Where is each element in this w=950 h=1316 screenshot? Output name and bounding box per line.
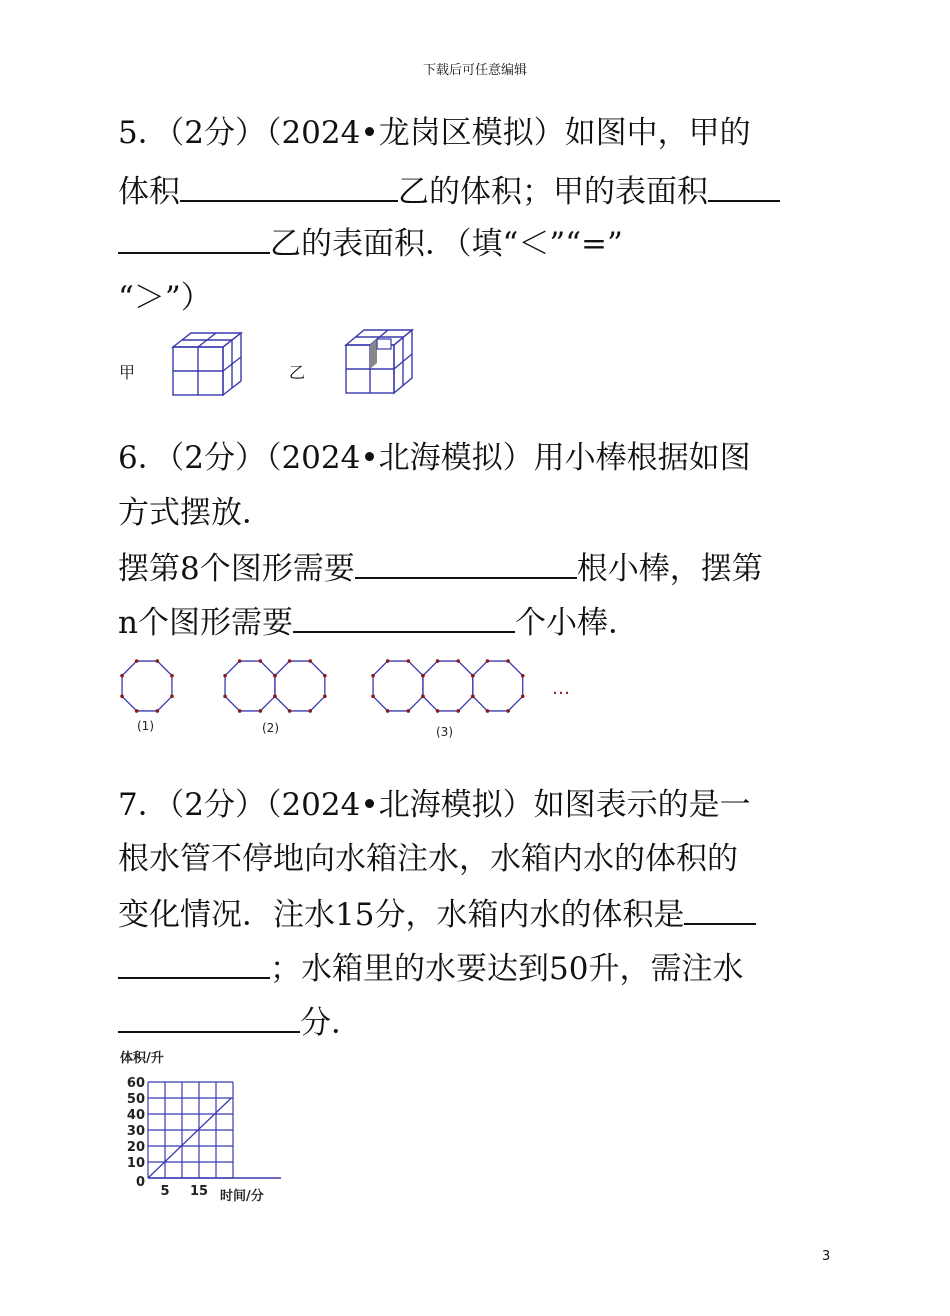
octagon-vertex-dot	[456, 659, 460, 663]
q6-line-2: 方式摆放．	[118, 495, 273, 531]
octagon-vertex-dot	[259, 659, 263, 663]
octagon-vertex-dot	[471, 674, 475, 678]
octagon-vertex-dot	[407, 709, 411, 713]
chart-y-tick-label: 30	[126, 1124, 145, 1139]
octagon-vertex-dot	[170, 695, 174, 699]
label-jia: 甲	[119, 363, 136, 382]
q7-line-2: 根水管不停地向水箱注水，水箱内水的体积的	[118, 841, 738, 877]
q6-blank-nth[interactable]	[293, 603, 515, 633]
octagon-vertex-dot	[273, 674, 277, 678]
cube-yi-figure	[343, 326, 415, 396]
octagon-vertex-dot	[506, 709, 510, 713]
octagon-vertex-dot	[308, 659, 312, 663]
octagon-ellipsis: …	[552, 678, 570, 699]
q7-line-1: 7．（2分）（2024•北海模拟）如图表示的是一	[118, 787, 751, 823]
chart-y-tick-label: 0	[135, 1175, 145, 1190]
octagon-vertex-dot	[170, 674, 174, 678]
q7-line-4	[118, 949, 743, 988]
q5-blank-surface-part2[interactable]	[118, 224, 270, 254]
chart-x-tick-label: 5	[160, 1184, 170, 1199]
octagon-vertex-dot	[323, 674, 327, 678]
volume-time-chart	[118, 1048, 288, 1208]
octagon-vertex-dot	[521, 695, 525, 699]
octagon-vertex-dot	[120, 674, 124, 678]
q7-blank-minutes[interactable]	[118, 1003, 300, 1033]
q5-blank-volume[interactable]	[180, 172, 398, 202]
octagon-shape	[373, 661, 423, 711]
chart-y-tick-label: 40	[126, 1108, 145, 1123]
octagon-vertex-dot	[273, 695, 277, 699]
page-header: 下载后可任意编辑	[422, 63, 527, 78]
q6-line-4	[118, 603, 639, 642]
octagon-vertex-dot	[486, 709, 490, 713]
octagon-vertex-dot	[238, 709, 242, 713]
q5-line-1: 5．（2分）（2024•龙岗区模拟）如图中，甲的	[118, 115, 751, 151]
octagon-vertex-dot	[135, 659, 139, 663]
q7-blank-volume-part2[interactable]	[118, 949, 270, 979]
octagon-shape	[275, 661, 325, 711]
q7-line-3	[118, 895, 756, 934]
octagon-vertex-dot	[371, 674, 375, 678]
chart-y-tick-label: 20	[126, 1140, 145, 1155]
octagon-vertex-dot	[521, 674, 525, 678]
octagon-shape	[473, 661, 523, 711]
chart-y-tick-label: 60	[126, 1076, 145, 1091]
octagon-vertex-dot	[436, 659, 440, 663]
q5-text-volume: 体积	[118, 174, 180, 210]
chart-xlabel: 时间/分	[220, 1189, 264, 1204]
octagon-vertex-dot	[259, 709, 263, 713]
q7-blank-volume-part1[interactable]	[684, 895, 756, 925]
octagon-vertex-dot	[323, 695, 327, 699]
q6-text-sticks: 根小棒，摆第	[576, 551, 763, 587]
octagon-vertex-dot	[288, 659, 292, 663]
q5-blank-surface-part1[interactable]	[708, 172, 780, 202]
chart-x-tick-label: 15	[189, 1184, 209, 1199]
octagon-vertex-dot	[386, 659, 390, 663]
octagon-shape	[225, 661, 275, 711]
label-yi: 乙	[289, 363, 306, 382]
octagon-vertex-dot	[308, 709, 312, 713]
q5-line-2	[118, 172, 780, 211]
octagon-vertex-dot	[386, 709, 390, 713]
octagon-vertex-dot	[486, 659, 490, 663]
octagon-vertex-dot	[223, 695, 227, 699]
q7-text-50l: ；水箱里的水要达到50升，需注水	[270, 951, 744, 987]
q6-blank-8th[interactable]	[355, 549, 577, 579]
octagon-vertex-dot	[407, 659, 411, 663]
octagon-label-2: (2)	[262, 721, 279, 735]
octagon-shape	[423, 661, 473, 711]
octagon-vertex-dot	[120, 695, 124, 699]
q7-text-15min: 变化情况．注水15分，水箱内水的体积是	[118, 897, 685, 933]
q5-text-surface: 乙的体积；甲的表面积	[398, 174, 708, 210]
chart-ylabel: 体积/升	[120, 1051, 164, 1066]
octagon-vertex-dot	[456, 709, 460, 713]
q6-text-unit: 个小棒．	[514, 605, 639, 641]
cube-jia-figure	[170, 330, 244, 398]
octagon-vertex-dot	[135, 709, 139, 713]
chart-series-line	[148, 1098, 231, 1178]
octagon-vertex-dot	[421, 695, 425, 699]
octagon-label-1: (1)	[137, 719, 154, 733]
octagon-vertex-dot	[506, 659, 510, 663]
octagon-vertex-dot	[471, 695, 475, 699]
q7-text-min: 分．	[300, 1005, 362, 1041]
octagon-vertex-dot	[223, 674, 227, 678]
chart-y-tick-label: 10	[126, 1156, 145, 1171]
q6-text-nth: n个图形需要	[118, 605, 293, 641]
q5-line-4: “＞”）	[118, 280, 212, 316]
octagon-shape	[122, 661, 172, 711]
octagon-vertex-dot	[156, 659, 160, 663]
octagon-pattern-figure	[112, 652, 592, 744]
octagon-vertex-dot	[288, 709, 292, 713]
q5-line-3	[118, 224, 623, 263]
octagon-label-3: (3)	[436, 725, 453, 739]
q6-text-8th: 摆第8个图形需要	[118, 551, 355, 587]
octagon-vertex-dot	[156, 709, 160, 713]
q6-line-1: 6．（2分）（2024•北海模拟）用小棒根据如图	[118, 440, 751, 476]
octagon-vertex-dot	[238, 659, 242, 663]
octagon-vertex-dot	[436, 709, 440, 713]
q6-line-3	[118, 549, 763, 588]
q5-text-fill: 乙的表面积．（填“＜”“=”	[270, 226, 623, 262]
q7-line-5	[118, 1003, 362, 1042]
octagon-vertex-dot	[421, 674, 425, 678]
octagon-vertex-dot	[371, 695, 375, 699]
page-number: 3	[822, 1249, 831, 1264]
chart-y-tick-label: 50	[126, 1092, 145, 1107]
